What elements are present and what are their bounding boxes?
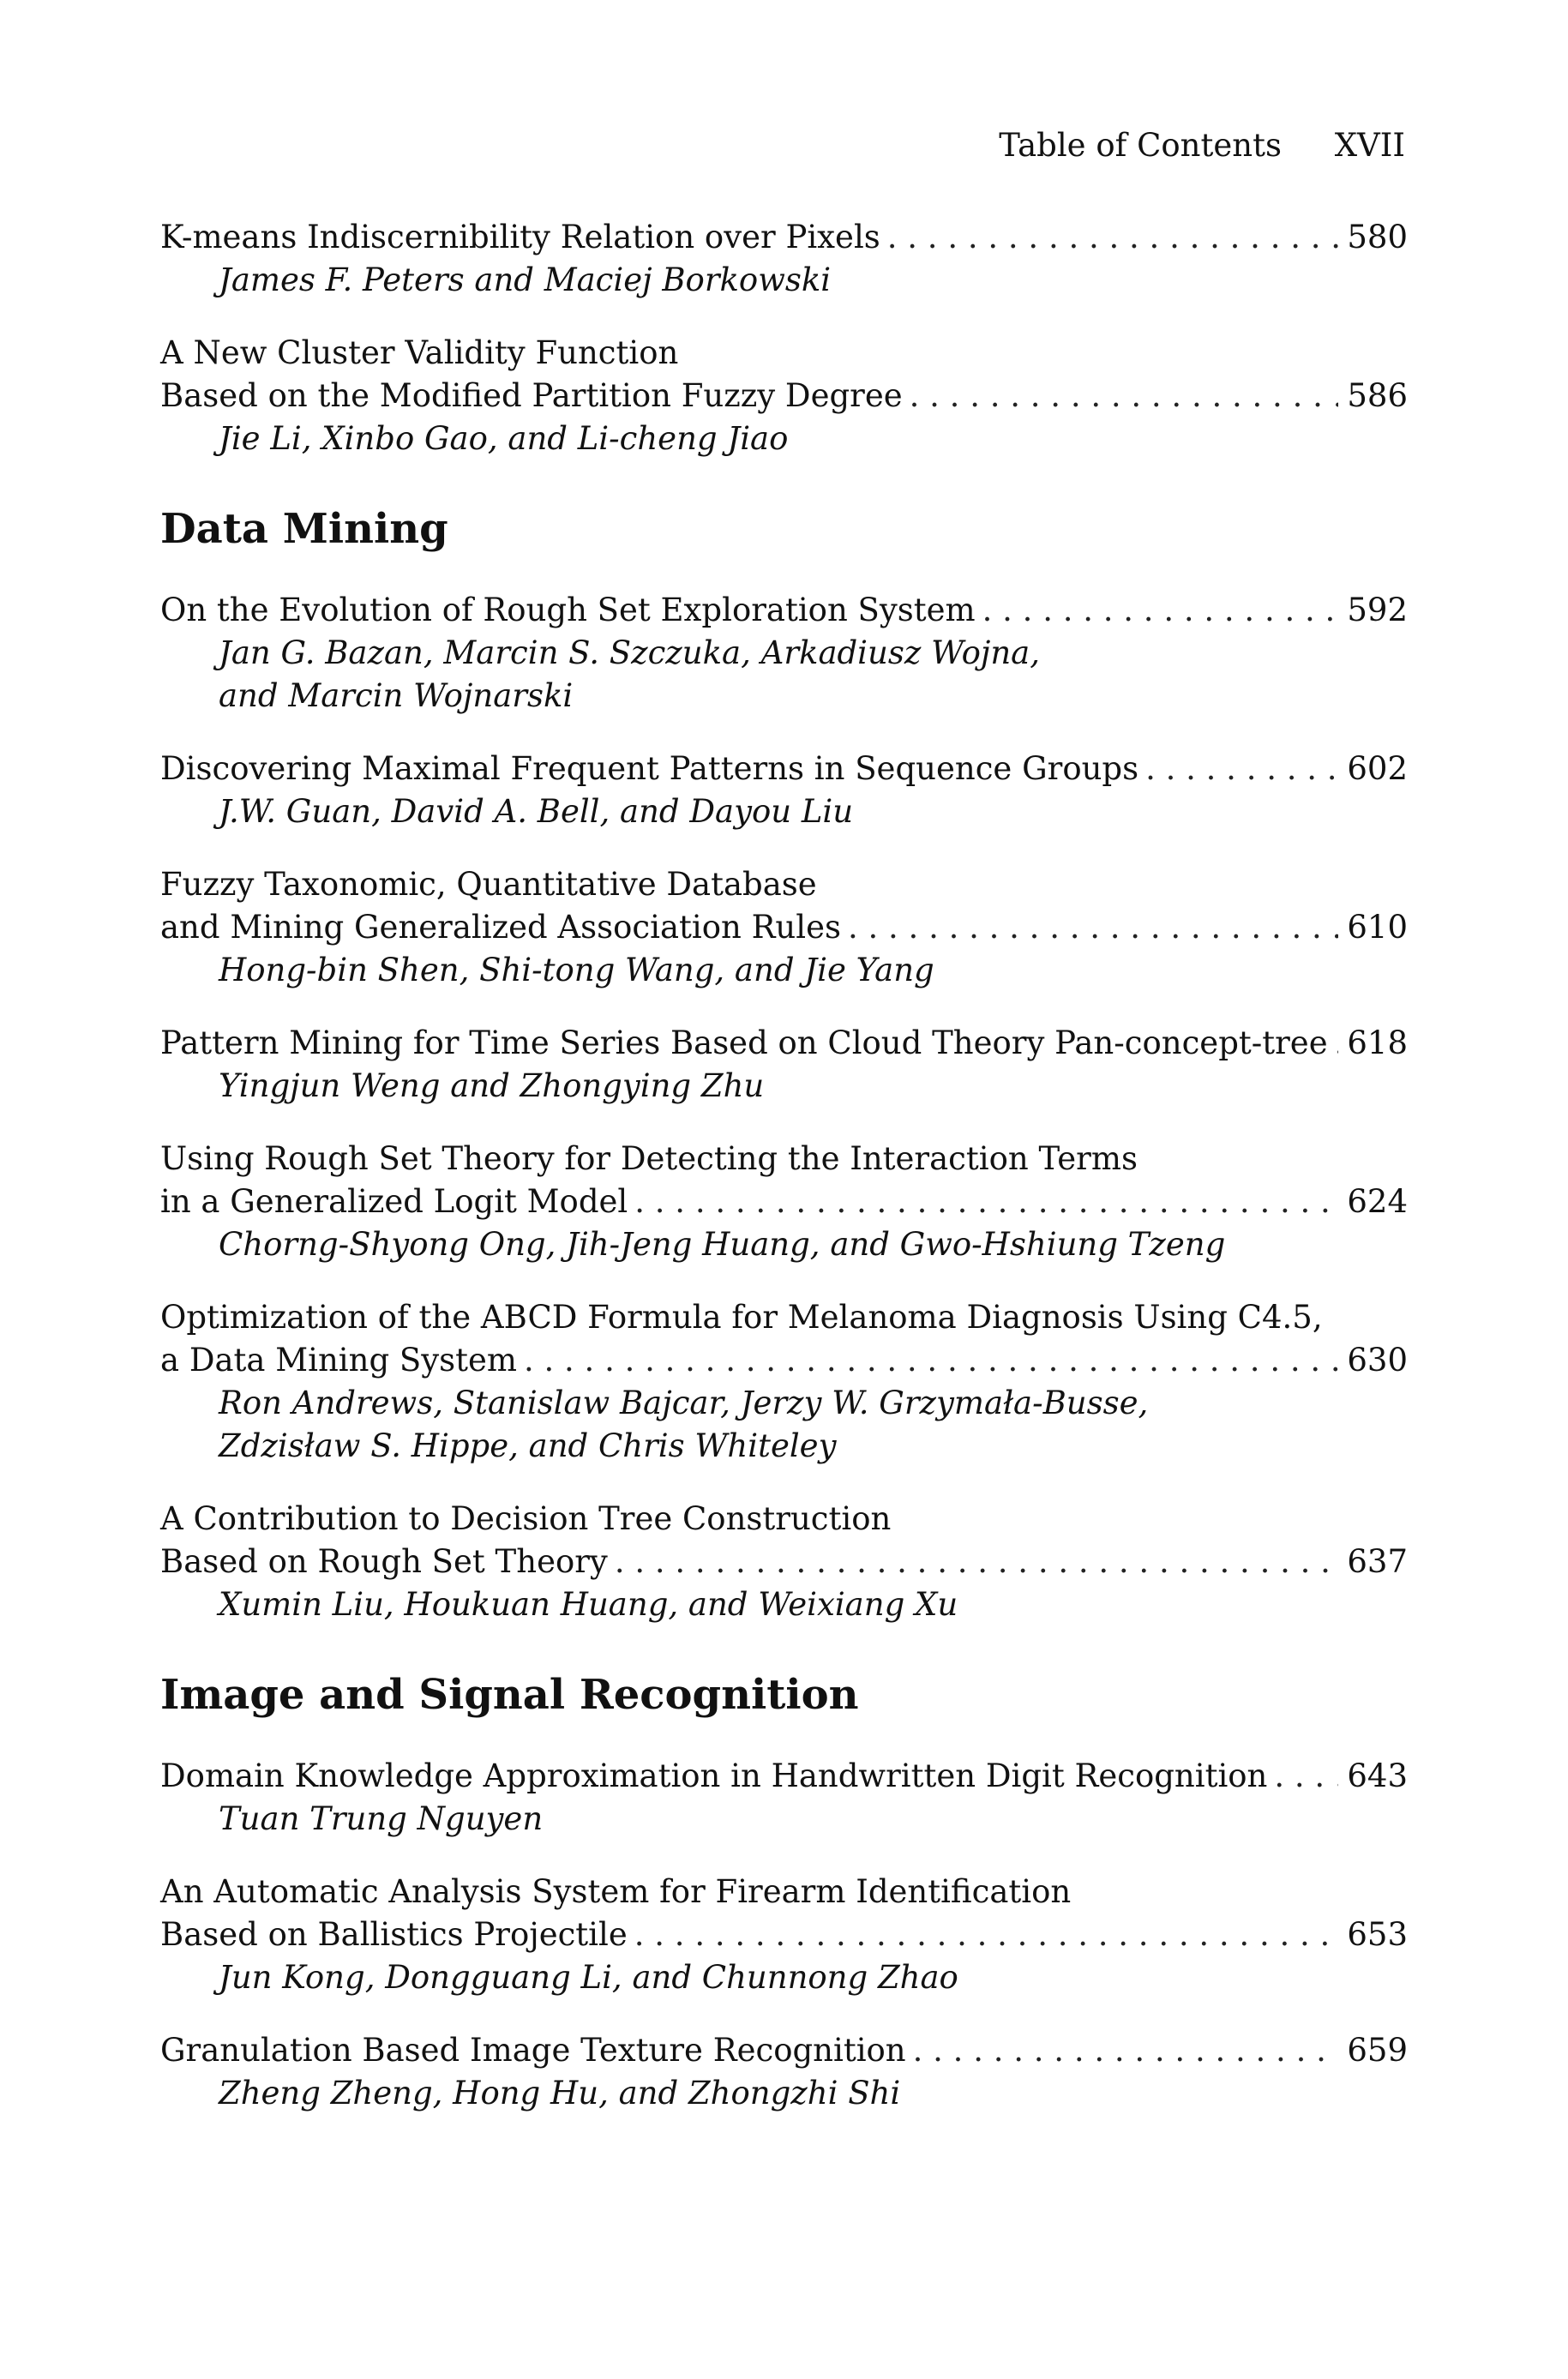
entry-authors: Hong-bin Shen, Shi-tong Wang, and Jie Yang — [219, 952, 934, 988]
entry-title-line — [160, 375, 1408, 418]
dot-leader — [634, 1180, 1338, 1223]
toc-entry[interactable] — [160, 1498, 1408, 1626]
entry-title-text: Optimization of the ABCD Formula for Melanoma Diagnosis Using C4.5, — [160, 1299, 1323, 1336]
entry-title-text: Granulation Based Image Texture Recognition — [160, 2032, 906, 2069]
entry-title-text: a Data Mining System — [160, 1342, 517, 1379]
dot-leader — [524, 1339, 1338, 1382]
entry-page-number: 618 — [1347, 1024, 1408, 1061]
entry-title-line — [160, 1022, 1408, 1065]
entry-authors: Tuan Trung Nguyen — [219, 1800, 544, 1837]
entry-page-number: 637 — [1347, 1543, 1408, 1580]
section-heading: Image and Signal Recognition — [160, 1671, 859, 1719]
entry-title-text: A Contribution to Decision Tree Construction — [160, 1500, 892, 1537]
entry-title-text: Fuzzy Taxonomic, Quantitative Database — [160, 866, 817, 903]
entry-page-number: 653 — [1347, 1916, 1408, 1953]
entry-title-line — [160, 2029, 1408, 2072]
section-heading: Data Mining — [160, 505, 448, 553]
entry-authors: J.W. Guan, David A. Bell, and Dayou Liu — [219, 793, 854, 830]
running-head — [999, 125, 1405, 166]
entry-page-number: 580 — [1347, 219, 1408, 255]
toc-entry[interactable] — [160, 1022, 1408, 1108]
entry-page-number: 643 — [1347, 1757, 1408, 1794]
dot-leader — [887, 216, 1339, 259]
entry-authors: Jan G. Bazan, Marcin S. Szczuka, Arkadiusz Wojna, — [219, 634, 1041, 671]
entry-title-text: and Mining Generalized Association Rules — [160, 909, 841, 946]
entry-title-line — [160, 589, 1408, 632]
entry-title-text: Domain Knowledge Approximation in Handwritten Digit Recognition — [160, 1757, 1268, 1794]
entry-title-line — [160, 748, 1408, 790]
entry-authors: and Marcin Wojnarski — [219, 677, 574, 714]
entry-title-text: An Automatic Analysis System for Firearm Identification — [160, 1873, 1072, 1910]
entry-title-text: in a Generalized Logit Model — [160, 1183, 628, 1220]
entry-title-text: Discovering Maximal Frequent Patterns in Sequence Groups — [160, 750, 1139, 787]
entry-title-text: On the Evolution of Rough Set Exploration System — [160, 592, 976, 628]
entry-authors: Zdzisław S. Hippe, and Chris Whiteley — [219, 1427, 837, 1464]
entry-title-text: Based on the Modified Partition Fuzzy Degree — [160, 377, 903, 414]
toc-entry[interactable] — [160, 1755, 1408, 1841]
running-head-title: Table of Contents — [999, 127, 1282, 164]
entry-authors: Yingjun Weng and Zhongying Zhu — [219, 1067, 765, 1104]
entry-title-line — [160, 1339, 1408, 1382]
entry-title-line — [160, 1755, 1408, 1798]
dot-leader — [913, 2029, 1339, 2072]
entry-page-number: 630 — [1347, 1342, 1408, 1379]
entry-page-number: 624 — [1347, 1183, 1408, 1220]
entry-title-line — [160, 1541, 1408, 1583]
entry-authors: Jun Kong, Dongguang Li, and Chunnong Zhao — [219, 1959, 958, 1996]
dot-leader — [1335, 1022, 1339, 1065]
toc-entry[interactable] — [160, 332, 1408, 460]
toc-entry[interactable] — [160, 748, 1408, 833]
entry-title-line — [160, 906, 1408, 949]
entry-title-line — [160, 1138, 1408, 1180]
toc-entry[interactable] — [160, 863, 1408, 992]
entry-title-line — [160, 1913, 1408, 1956]
dot-leader — [1145, 748, 1338, 790]
running-head-page-number: XVII — [1334, 127, 1405, 164]
toc-entry[interactable] — [160, 216, 1408, 302]
entry-title-line — [160, 216, 1408, 259]
entry-authors: James F. Peters and Maciej Borkowski — [219, 261, 832, 298]
dot-leader — [848, 906, 1338, 949]
entry-title-text: Pattern Mining for Time Series Based on Cloud Theory Pan-concept-tree — [160, 1024, 1328, 1061]
toc-entry[interactable] — [160, 589, 1408, 718]
entry-authors: Zheng Zheng, Hong Hu, and Zhongzhi Shi — [219, 2075, 901, 2112]
entry-page-number: 592 — [1347, 592, 1408, 628]
toc-list — [160, 216, 1408, 2145]
entry-authors: Xumin Liu, Houkuan Huang, and Weixiang Xu — [219, 1586, 958, 1623]
toc-entry[interactable] — [160, 2029, 1408, 2115]
entry-title-line — [160, 1871, 1408, 1913]
entry-title-line — [160, 863, 1408, 906]
toc-entry[interactable] — [160, 1871, 1408, 1999]
dot-leader — [982, 589, 1339, 632]
toc-entry[interactable] — [160, 1296, 1408, 1468]
entry-title-text: Based on Ballistics Projectile — [160, 1916, 628, 1953]
entry-authors: Chorng-Shyong Ong, Jih-Jeng Huang, and Gwo-Hshiung Tzeng — [219, 1226, 1226, 1263]
entry-title-line — [160, 332, 1408, 375]
entry-page-number: 586 — [1347, 377, 1408, 414]
entry-title-line — [160, 1296, 1408, 1339]
entry-title-text: K-means Indiscernibility Relation over Pixels — [160, 219, 880, 255]
dot-leader — [910, 375, 1339, 418]
dot-leader — [634, 1913, 1339, 1956]
entry-title-line — [160, 1180, 1408, 1223]
entry-page-number: 610 — [1347, 909, 1408, 946]
entry-authors: Ron Andrews, Stanislaw Bajcar, Jerzy W. Grzymała-Busse, — [219, 1385, 1149, 1421]
entry-page-number: 659 — [1347, 2032, 1408, 2069]
entry-page-number: 602 — [1347, 750, 1408, 787]
entry-title-text: Based on Rough Set Theory — [160, 1543, 608, 1580]
dot-leader — [615, 1541, 1339, 1583]
dot-leader — [1274, 1755, 1338, 1798]
toc-entry[interactable] — [160, 1138, 1408, 1266]
entry-title-text: A New Cluster Validity Function — [160, 334, 679, 371]
entry-title-line — [160, 1498, 1408, 1541]
entry-authors: Jie Li, Xinbo Gao, and Li-cheng Jiao — [219, 420, 789, 457]
entry-title-text: Using Rough Set Theory for Detecting the Interaction Terms — [160, 1140, 1138, 1177]
